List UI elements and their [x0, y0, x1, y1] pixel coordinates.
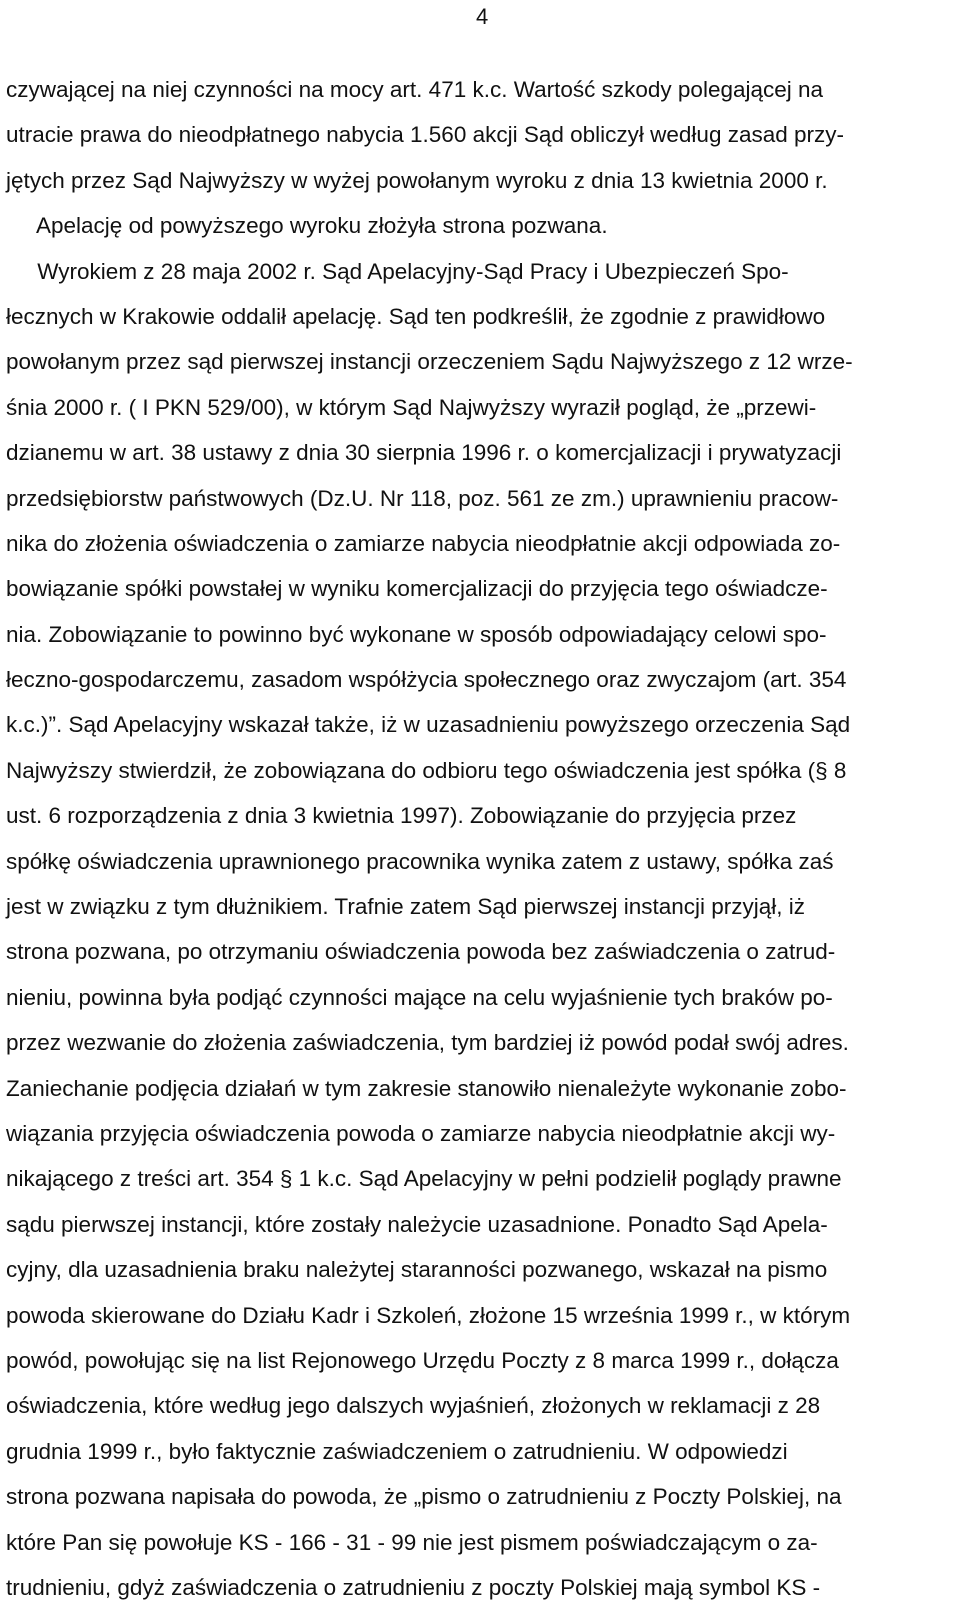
text-line: Najwyższy stwierdził, że zobowiązana do odbioru tego oświadczenia jest spółka (§ 8 — [6, 757, 847, 783]
text-line: utracie prawa do nieodpłatnego nabycia 1.560 akcji Sąd obliczył według zasad przy- — [6, 122, 845, 148]
text-line: powołanym przez sąd pierwszej instancji orzeczeniem Sądu Najwyższego z 12 wrze- — [6, 349, 853, 375]
text-line: śnia 2000 r. ( I PKN 529/00), w którym Sąd Najwyższy wyraził pogląd, że „przewi- — [6, 394, 817, 420]
text-line: bowiązanie spółki powstałej w wyniku komercjalizacji do przyjęcia tego oświadcze- — [6, 576, 828, 602]
text-line: strona pozwana, po otrzymaniu oświadczenia powoda bez zaświadczenia o zatrud- — [6, 939, 836, 965]
text-line: czywającej na niej czynności na mocy art. 471 k.c. Wartość szkody polegającej na — [6, 77, 824, 102]
text-line: nikającego z treści art. 354 § 1 k.c. Sąd Apelacyjny w pełni podzielił poglądy prawne — [6, 1166, 842, 1192]
text-line: przez wezwanie do złożenia zaświadczenia, tym bardziej iż powód podał swój adres. — [6, 1030, 849, 1056]
text-line: nia. Zobowiązanie to powinno być wykonane w sposób odpowiadający celowi spo- — [6, 621, 827, 647]
text-line: Zaniechanie podjęcia działań w tym zakresie stanowiło nienależyte wykonanie zobo- — [6, 1075, 847, 1101]
text-line: jętych przez Sąd Najwyższy w wyżej powołanym wyroku z dnia 13 kwietnia 2000 r. — [6, 167, 828, 193]
text-line: jest w związku z tym dłużnikiem. Trafnie zatem Sąd pierwszej instancji przyjął, iż — [6, 894, 806, 920]
text-line: oświadczenia, które według jego dalszych wyjaśnień, złożonych w reklamacji z 28 — [6, 1393, 821, 1419]
text-line: powoda skierowane do Działu Kadr i Szkoleń, złożone 15 września 1999 r., w którym — [6, 1302, 851, 1328]
text-line: nika do złożenia oświadczenia o zamiarze nabycia nieodpłatnie akcji odpowiada zo- — [6, 530, 841, 556]
text-line: ust. 6 rozporządzenia z dnia 3 kwietnia 1997). Zobowiązanie do przyjęcia przez — [6, 803, 797, 829]
text-line: spółkę oświadczenia uprawnionego pracownika wynika zatem z ustawy, spółka zaś — [6, 848, 834, 874]
text-line: Wyrokiem z 28 maja 2002 r. Sąd Apelacyjny-Sąd Pracy i Ubezpieczeń Spo- — [6, 258, 789, 284]
text-line: łecznych w Krakowie oddalił apelację. Sąd ten podkreślił, że zgodnie z prawidłowo — [6, 303, 826, 329]
text-line: strona pozwana napisała do powoda, że „pismo o zatrudnieniu z Poczty Polskiej, na — [6, 1484, 842, 1510]
text-line: sądu pierwszej instancji, które zostały należycie uzasadnione. Ponadto Sąd Apela- — [6, 1211, 828, 1237]
text-line: powód, powołując się na list Rejonowego Urzędu Poczty z 8 marca 1999 r., dołącza — [6, 1347, 839, 1373]
text-line: przedsiębiorstw państwowych (Dz.U. Nr 118, poz. 561 ze zm.) uprawnieniu pracow- — [6, 485, 839, 511]
document-body — [6, 67, 956, 1610]
text-line: wiązania przyjęcia oświadczenia powoda o zamiarze nabycia nieodpłatnie akcji wy- — [6, 1120, 836, 1146]
text-line: dzianemu w art. 38 ustawy z dnia 30 sierpnia 1996 r. o komercjalizacji i prywatyzacji — [6, 440, 842, 466]
text-line: k.c.)”. Sąd Apelacyjny wskazał także, iż w uzasadnieniu powyższego orzeczenia Sąd — [6, 712, 851, 738]
text-line: Apelację od powyższego wyroku złożyła strona pozwana. — [6, 213, 608, 239]
text-line: grudnia 1999 r., było faktycznie zaświadczeniem o zatrudnieniu. W odpowiedzi — [6, 1438, 788, 1464]
text-line: trudnieniu, gdyż zaświadczenia o zatrudnieniu z poczty Polskiej mają symbol KS - — [6, 1574, 821, 1600]
text-line: cyjny, dla uzasadnienia braku należytej staranności pozwanego, wskazał na pismo — [6, 1257, 828, 1283]
text-line: które Pan się powołuje KS - 166 - 31 - 99 nie jest pismem poświadczającym o za- — [6, 1529, 818, 1555]
text-line: nieniu, powinna była podjąć czynności mające na celu wyjaśnienie tych braków po- — [6, 984, 833, 1010]
text-line: łeczno-gospodarczemu, zasadom współżycia społecznego oraz zwyczajom (art. 354 — [6, 667, 847, 693]
page-number: 4 — [476, 4, 489, 29]
